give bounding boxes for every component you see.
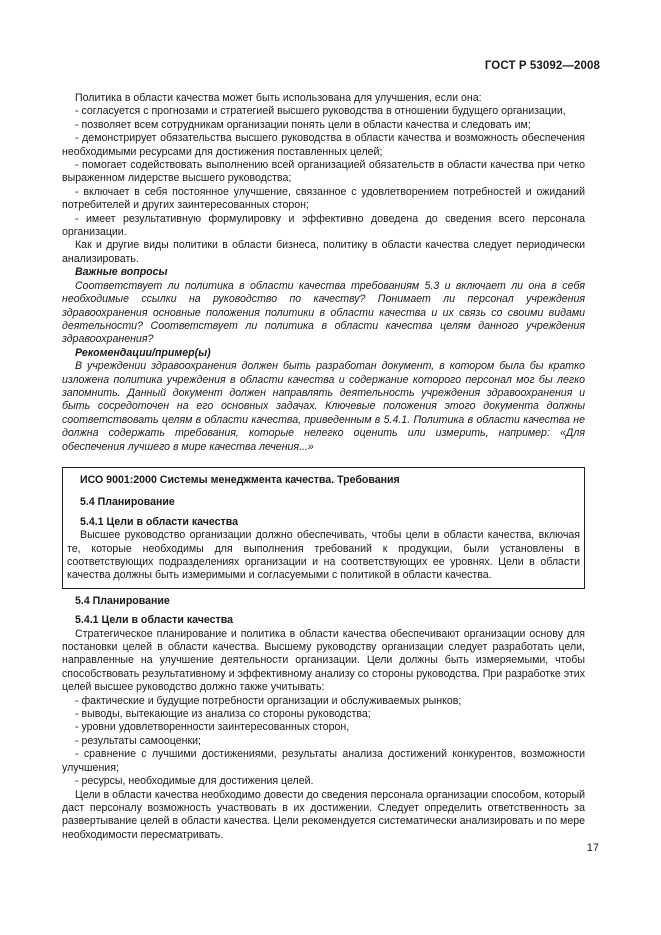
page-content <box>62 92 585 842</box>
planning-item: - уровни удовлетворенности заинтересованных сторон, <box>75 721 350 734</box>
questions-text: Соответствует ли политика в области качества требованиям 5.3 и включает ли она в себя необходимые ссылки на руководство по качеству? Понимает ли персонал учреждения здравоохранения основные положения политики в области качества и их связь со своими видами деятельности? Соответствует ли политика в области качества целям данного учреждения здравоохранения? <box>62 279 585 346</box>
page-number: 17 <box>586 842 599 854</box>
iso-requirements-box <box>62 467 585 589</box>
planning-item: - фактические и будущие потребности организации и обслуживаемых рынков; <box>75 694 462 707</box>
policy-item: - позволяет всем сотрудникам организации понять цели в области качества и следовать им; <box>75 118 531 131</box>
policy-item: - помогает содействовать выполнению всей организацией обязательств в области качества при четко выраженном лидерстве высшего руководства; <box>62 159 585 185</box>
policy-item: - включает в себя постоянное улучшение, связанное с удовлетворением потребностей и ожиданий потребителей и других заинтересованных сторон; <box>62 185 585 212</box>
planning-item: - сравнение с лучшими достижениями, результаты анализа достижений конкурентов, возможности улучшения; <box>62 748 585 774</box>
planning-section-heading: 5.4 Планирование <box>75 594 170 607</box>
iso-box-title: ИСО 9001:2000 Системы менеджмента качества. Требования <box>80 473 400 486</box>
planning-subsection-heading: 5.4.1 Цели в области качества <box>75 614 233 627</box>
planning-item: - ресурсы, необходимые для достижения целей. <box>75 775 314 788</box>
planning-intro: Стратегическое планирование и политика в области качества обеспечивают организации основу для постановки целей в области качества. Высшему руководству организации следует разработать цели, направленные на улучшение деятельности организации. Цели должны быть измеряемыми, чтобы способствовать результативному и эффективному анализу со стороны руководства. При разработке этих целей высшее руководство должно также учитывать: <box>62 627 585 694</box>
policy-closing: Как и другие виды политики в области бизнеса, политику в области качества следует периодически анализировать. <box>62 239 585 265</box>
document-code: ГОСТ Р 53092—2008 <box>484 60 600 72</box>
planning-item: - выводы, вытекающие из анализа со стороны руководства; <box>75 708 371 721</box>
iso-box-text: Высшее руководство организации должно обеспечивать, чтобы цели в области качества, включая те, которые необходимы для выполнения требований к продукции, были установлены в соответствующих подразделениях организации и на соответствующих ее уровнях. Цели в области качества должны быть измеримыми и согласуемыми с политикой в области качества. <box>67 529 580 582</box>
questions-heading: Важные вопросы <box>75 266 168 279</box>
planning-item: - результаты самооценки; <box>75 734 201 747</box>
recommendations-heading: Рекомендации/пример(ы) <box>75 346 211 359</box>
planning-closing: Цели в области качества необходимо довести до сведения персонала организации способом, который даст персоналу возможность участвовать в их достижении. Следует определить ответственность за развертывание целей в области качества. Цели рекомендуется систематически анализировать и по мере необходимости пересматривать. <box>62 788 585 841</box>
iso-box-section: 5.4 Планирование <box>80 496 175 509</box>
iso-box-subsection: 5.4.1 Цели в области качества <box>80 515 238 528</box>
policy-intro: Политика в области качества может быть использована для улучшения, если она: <box>75 92 482 104</box>
policy-item: - имеет результативную формулировку и эффективно доведена до сведения всего персонала организации. <box>62 212 585 239</box>
policy-item: - согласуется с прогнозами и стратегией высшего руководства в отношении будущего организации, <box>75 105 566 118</box>
policy-item: - демонстрирует обязательства высшего руководства в области качества и возможность обеспечения необходимыми ресурсами для достижения поставленных целей; <box>62 132 585 158</box>
recommendations-text: В учреждении здравоохранения должен быть разработан документ, в котором была бы кратко изложена политика учреждения в области качества и содержание которого персонал мог бы легко запомнить. Данный документ должен направлять деятельность учреждения здравоохранения и быть сосредоточен на его основных задачах. Ключевые положения этого документа должны соответствовать целям в области качества, приведенным в 5.4.1. Политика в области качества не должна содержать требования, которые нелегко оценить или измерить, например: «Для обеспечения лучшего в мире качества лечения...» <box>62 360 585 453</box>
